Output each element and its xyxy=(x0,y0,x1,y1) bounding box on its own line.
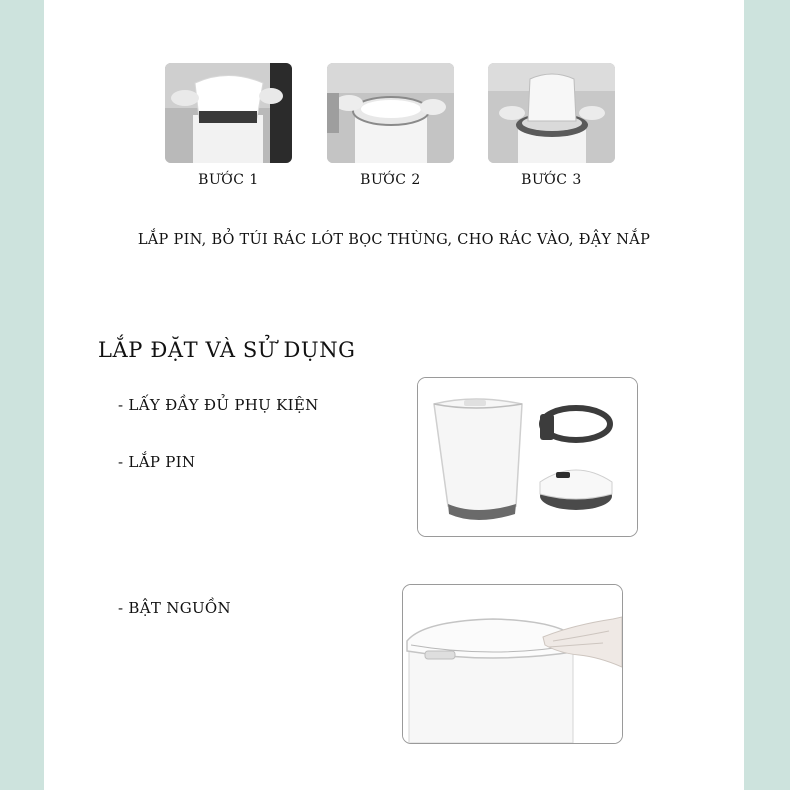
step-3-label: BƯỚC 3 xyxy=(521,172,582,188)
bullet-battery: - LẮP PIN xyxy=(118,453,196,471)
accessories-photo xyxy=(417,377,638,537)
step-1-label: BƯỚC 1 xyxy=(198,172,259,188)
bullet-power: - BẬT NGUỒN xyxy=(118,599,231,617)
section-title: LẮP ĐẶT VÀ SỬ DỤNG xyxy=(98,338,356,362)
instruction-page xyxy=(44,0,744,790)
step-2-photo xyxy=(327,63,454,163)
power-button-photo xyxy=(402,584,623,744)
step-1-photo xyxy=(165,63,292,163)
instruction-caption: LẮP PIN, BỎ TÚI RÁC LÓT BỌC THÙNG, CHO RÁC VÀO, ĐẬY NẮP xyxy=(137,232,651,248)
step-3-photo xyxy=(488,63,615,163)
bullet-accessories: - LẤY ĐẦY ĐỦ PHỤ KIỆN xyxy=(118,396,319,414)
step-2-label: BƯỚC 2 xyxy=(360,172,421,188)
